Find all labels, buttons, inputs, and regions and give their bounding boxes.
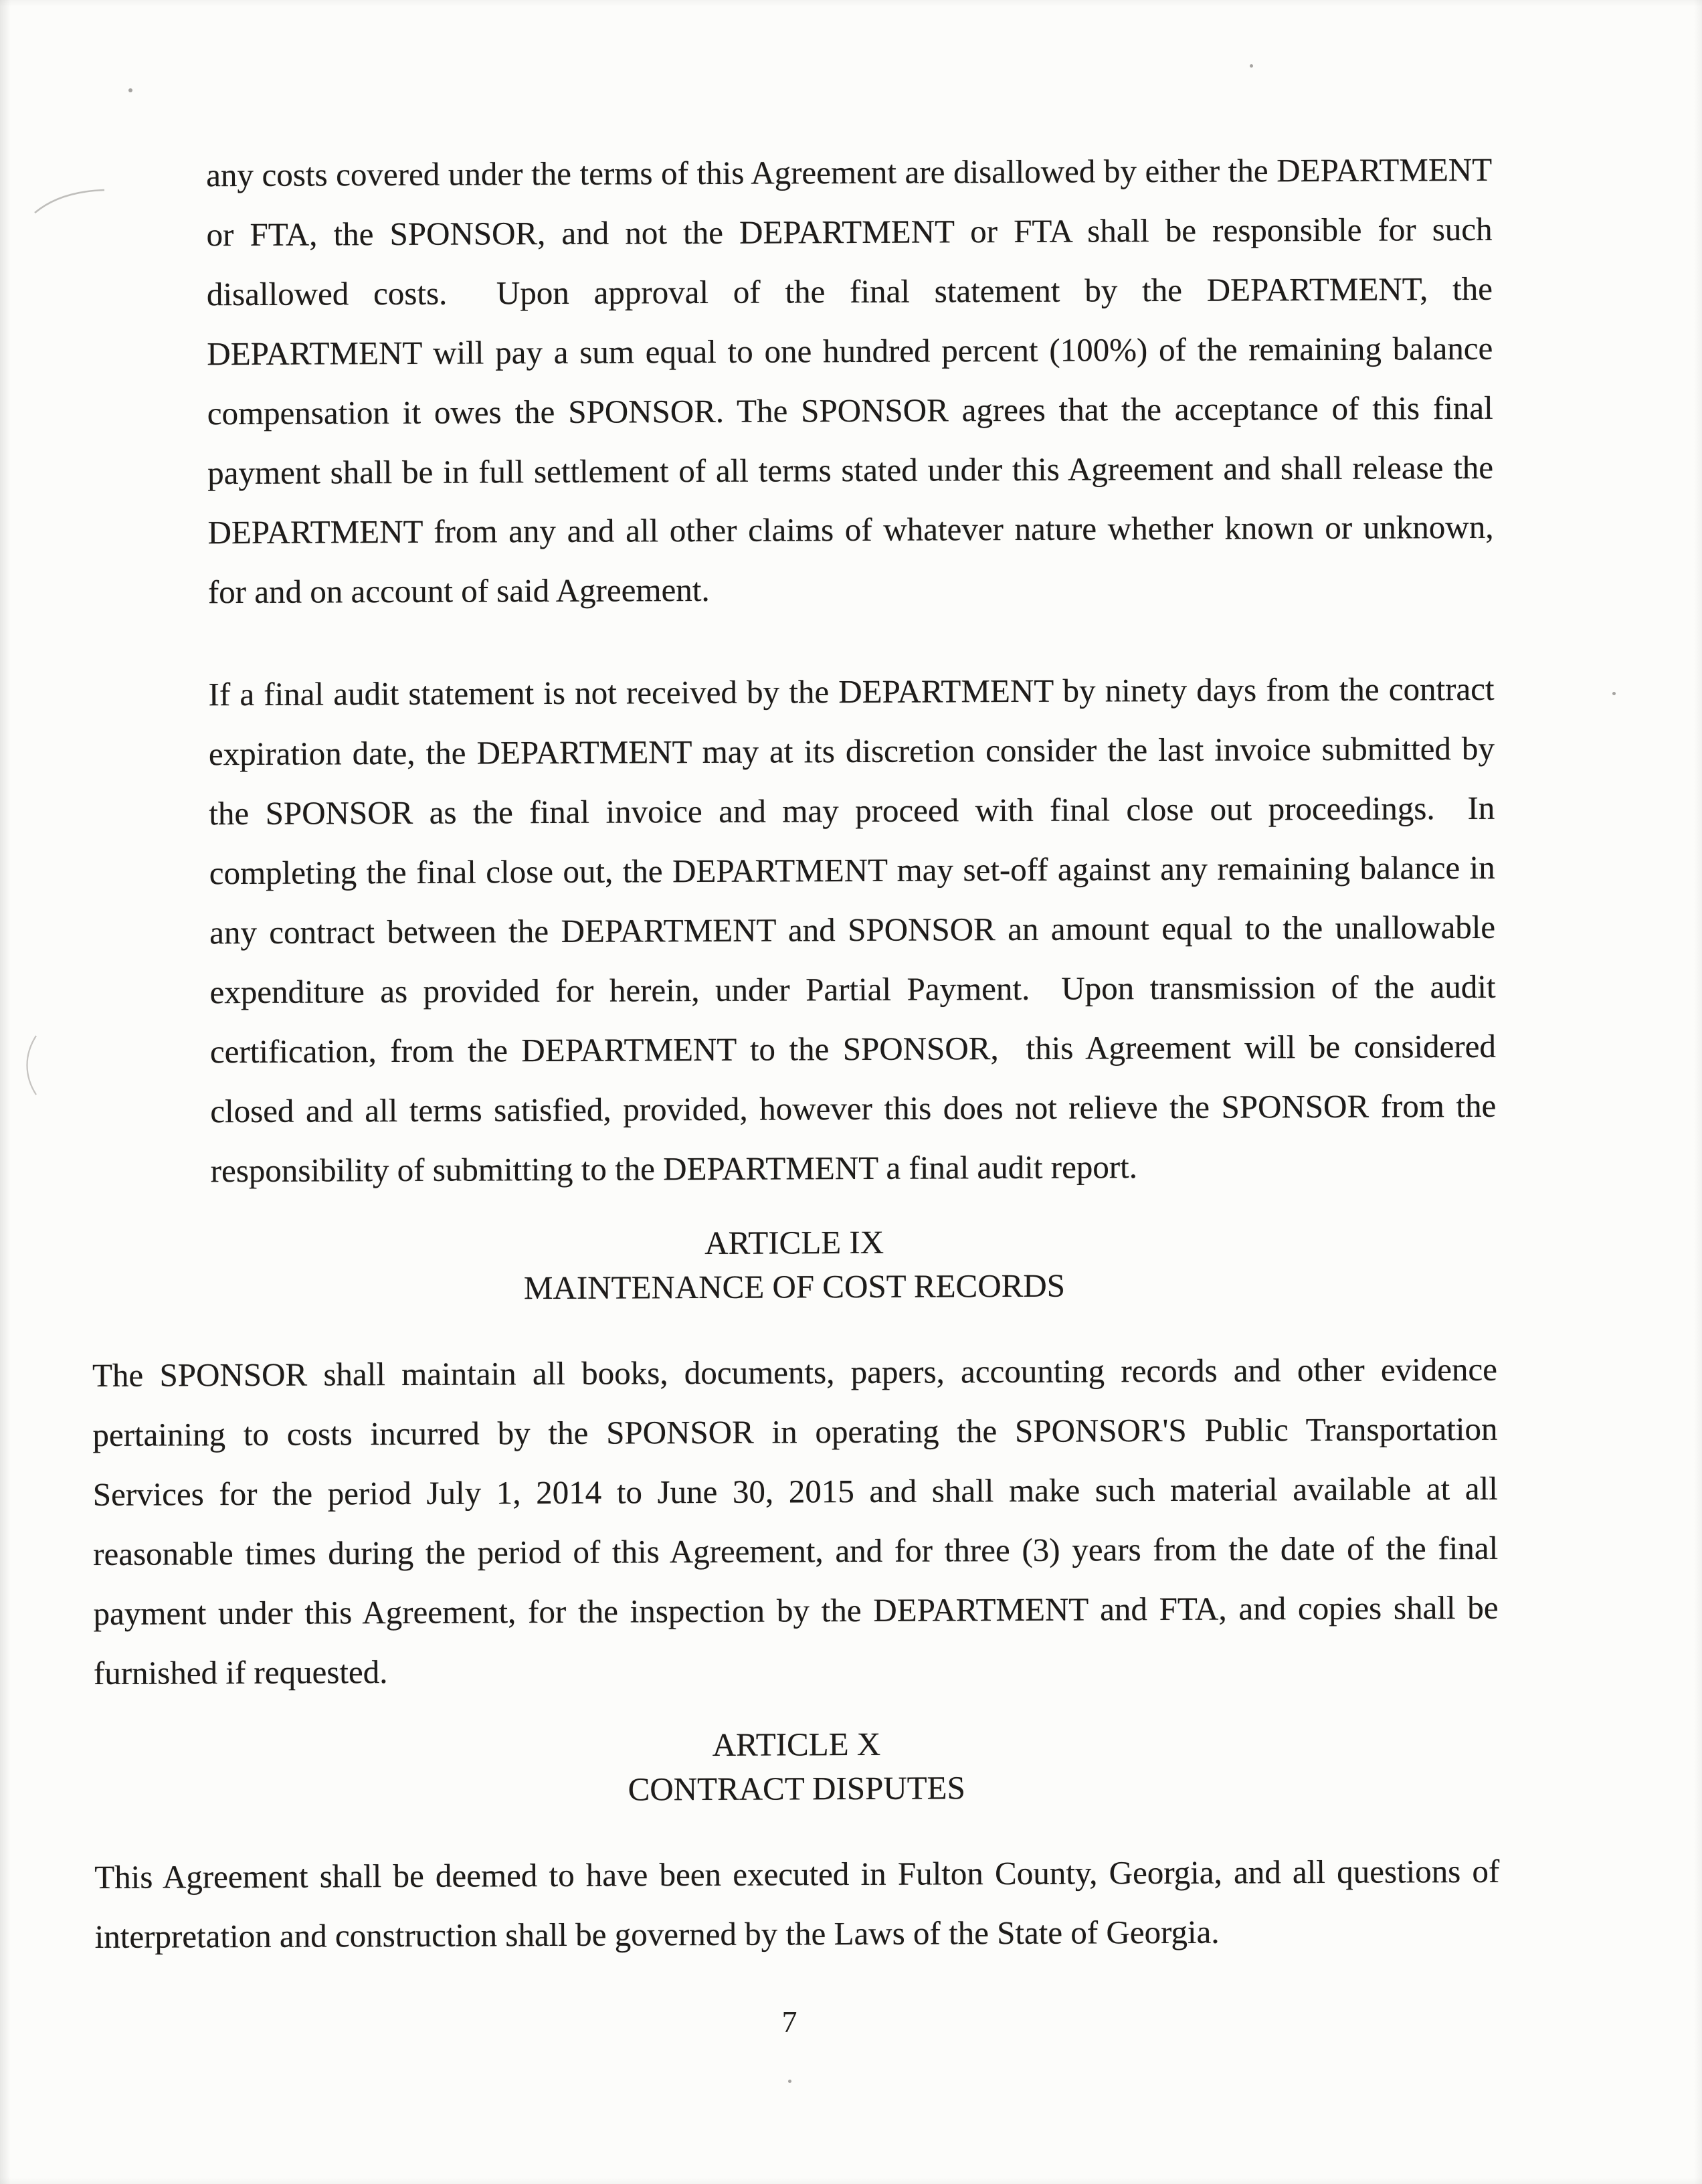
paragraph-contract-disputes: This Agreement shall be deemed to have been executed in Fulton County, Georgia, and all questions of interpretation and construction shall be governed by the Laws of the State of Georgia. bbox=[94, 1852, 1500, 1955]
article-x-subtitle: CONTRACT DISPUTES bbox=[628, 1769, 965, 1808]
paragraph-cost-records: The SPONSOR shall maintain all books, documents, papers, accounting records and other evidence pertaining to costs incurred by the SPONSOR in operating the SPONSOR'S Public Transportation Services for the period July 1, 2014 to June 30, 2015 and shall make such material available at all reasonable times during the period of this Agreement, and for three (3) years from the date of the final payment under this Agreement, for the inspection by the DEPARTMENT and FTA, and copies shall be furnished if requested. bbox=[92, 1350, 1499, 1692]
document-body bbox=[87, 140, 1500, 2009]
page-number: 7 bbox=[781, 2005, 797, 2039]
article-ix-subtitle: MAINTENANCE OF COST RECORDS bbox=[523, 1267, 1066, 1307]
article-x-title: ARTICLE X bbox=[712, 1725, 881, 1763]
scan-speck bbox=[128, 88, 132, 92]
scan-speck bbox=[788, 2080, 791, 2083]
article-x-heading bbox=[94, 1720, 1499, 1814]
paragraph-final-payment: any costs covered under the terms of this Agreement are disallowed by either the DEPARTMENT or FTA, the SPONSOR, and not the DEPARTMENT or FTA shall be responsible for such disallowed costs. Upon approval of the final statement by the DEPARTMENT, the DEPARTMENT will pay a sum equal to one hundred percent (100%) of the remaining balance compensation it owes the SPONSOR. The SPONSOR agrees that the acceptance of this final payment shall be in full settlement of all terms stated under this Agreement and shall release the DEPARTMENT from any and all other claims of whatever nature whether known or unknown, for and on account of said Agreement. bbox=[206, 151, 1494, 611]
scan-speck bbox=[1250, 64, 1253, 68]
article-ix-title: ARTICLE IX bbox=[704, 1223, 884, 1261]
paragraph-final-audit: If a final audit statement is not received by the DEPARTMENT by ninety days from the contract expiration date, the DEPARTMENT may at its discretion consider the last invoice submitted by the SPONSOR as the final invoice and may proceed with final close out proceedings. In completing the final close out, the DEPARTMENT may set-off against any remaining balance in any contract between the DEPARTMENT and SPONSOR an amount equal to the unallowable expenditure as provided for herein, under Partial Payment. Upon transmission of the audit certification, from the DEPARTMENT to the SPONSOR, this Agreement will be considered closed and all terms satisfied, provided, however this does not relieve the SPONSOR from the responsibility of submitting to the DEPARTMENT a final audit report. bbox=[208, 670, 1497, 1190]
article-ix-heading bbox=[92, 1218, 1497, 1312]
scan-speck bbox=[1612, 692, 1616, 695]
scan-artifact-left-paren-mark bbox=[27, 1036, 37, 1095]
